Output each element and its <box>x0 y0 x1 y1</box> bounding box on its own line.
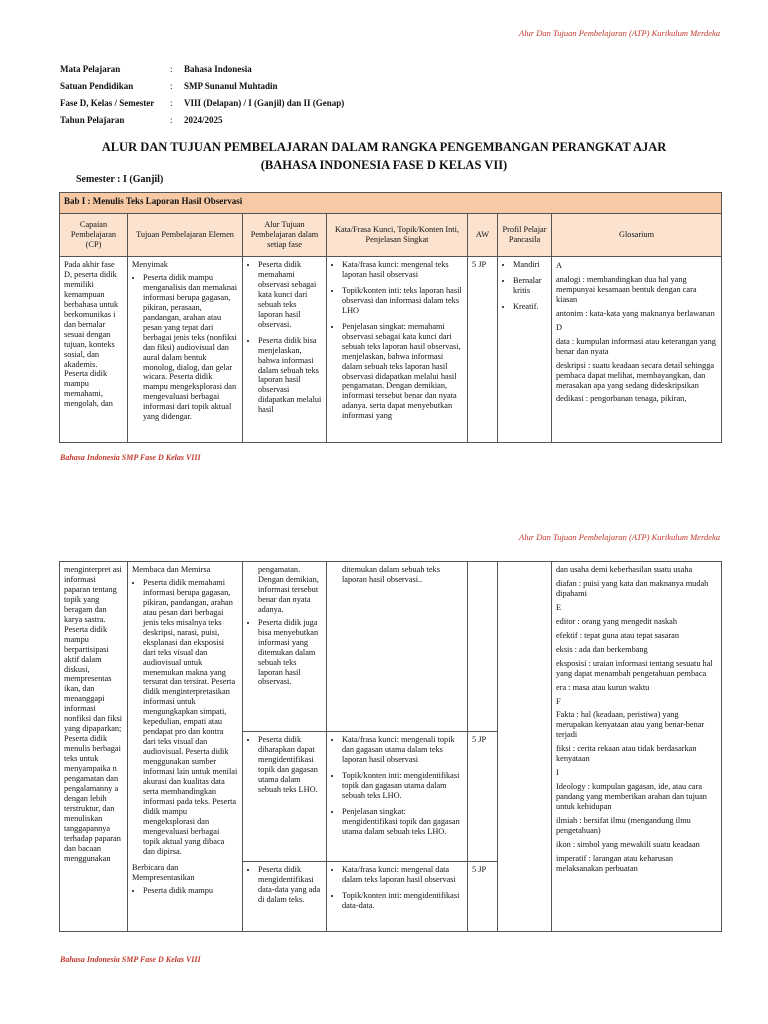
atp-list <box>247 735 322 795</box>
cp-cell: Pada akhir fase D, peserta didik memiliki kemampuan berbahasa untuk berkomunikas i dan bernalar sesuai dengan tujuan, konteks sosial, dan akademis. Peserta didik mampu memahami, mengolah, dan <box>60 257 128 443</box>
meta-row <box>60 60 344 77</box>
aw-cell <box>468 562 498 732</box>
column-header: Glosarium <box>552 214 722 257</box>
meta-row <box>60 94 344 111</box>
glossary-letter: E <box>556 602 562 612</box>
atp-table-page2 <box>59 561 722 932</box>
tp-element-title: Menyimak <box>132 260 168 269</box>
tp-element-title: Berbicara dan Mempresentasikan <box>132 862 195 882</box>
column-header: Alur Tujuan Pembelajaran dalam setiap fase <box>243 214 327 257</box>
list-item: • Peserta didik mengidentifikasi data-data yang ada di dalam teks. <box>258 865 322 905</box>
atp-list <box>247 618 322 688</box>
glossary-letter: A <box>556 261 562 270</box>
meta-row <box>60 77 344 94</box>
column-header: AW <box>468 214 498 257</box>
meta-label: Fase D, Kelas / Semester <box>60 97 155 108</box>
atp-list <box>247 260 322 415</box>
atp-cell <box>243 862 327 932</box>
profile-cell <box>498 562 552 932</box>
keyword-cell <box>327 562 468 732</box>
column-header: Tujuan Pembelajaran Elemen <box>128 214 243 257</box>
atp-continued-text: pengamatan. Dengan demikian, informasi tersebut benar dan nyata adanya. <box>258 565 319 614</box>
aw-cell: 5 JP <box>468 732 498 862</box>
glossary-cell <box>552 562 722 932</box>
list-item: • Kata/frasa kunci: mengenal data dalam teks laporan hasil observasi <box>342 865 463 885</box>
meta-colon: : <box>170 63 173 74</box>
glossary-entry: dan usaha demi keberhasilan suatu usaha <box>556 565 693 574</box>
list-item: • Mandiri <box>513 260 547 270</box>
glossary-entry: era : masa atau kurun waktu <box>556 682 650 692</box>
atp-table-page1 <box>59 192 722 443</box>
list-item: • Topik/konten inti: mengidentifikasi data-data. <box>342 891 463 911</box>
list-item: • Peserta didik memahami observasi sebagai kata kunci dari sebuah teks laporan hasil observasi. <box>258 260 322 330</box>
meta-colon: : <box>170 80 173 91</box>
table-header-row <box>60 214 722 257</box>
glossary-letter: F <box>556 696 561 706</box>
glossary-entry: data : kumpulan informasi atau keterangan yang benar dan nyata <box>556 336 716 356</box>
glossary-entry: Fakta : hal (keadaan, peristiwa) yang merupakan kenyataan atau yang benar-benar terjadi <box>556 710 705 740</box>
profile-cell <box>498 257 552 443</box>
list-item: • Peserta didik juga bisa menyebutkan informasi yang ditemukan dalam sebuah teks laporan hasil observasi. <box>258 618 322 688</box>
document-subtitle: (BAHASA INDONESIA FASE D KELAS VII) <box>260 158 508 172</box>
list-item: • Topik/konten inti: mengidentifikasi topik dan gagasan utama dalam sebuah teks LHO. <box>342 771 463 801</box>
glossary-entry: dedikasi : pengorbanan tenaga, pikiran, <box>556 394 687 404</box>
list-item: • Kata/frasa kunci: mengenal teks laporan hasil observasi <box>342 260 463 280</box>
table-row <box>60 562 722 732</box>
list-item: • Penjelasan singkat: mengidentifikasi topik dan gagasan utama dalam sebuah teks LHO. <box>342 807 463 837</box>
glossary-entry: eksis : ada dan berkembang <box>556 644 648 654</box>
aw-cell: 5 JP <box>468 257 498 443</box>
aw-cell: 5 JP <box>468 862 498 932</box>
keyword-list <box>331 260 463 421</box>
column-header: Capaian Pembelajaran (CP) <box>60 214 128 257</box>
meta-value: 2024/2025 <box>184 114 223 125</box>
meta-label: Mata Pelajaran <box>60 63 121 74</box>
list-item: • Topik/konten inti: teks laporan hasil observasi dan informasi dalam teks LHO <box>342 286 463 316</box>
page-header: Alur Dan Tujuan Pembelajaran (ATP) Kurikulum Merdeka <box>519 28 720 38</box>
glossary-entry: Ideology : kumpulan gagasan, ide, atau cara pandang yang memberikan arahan dan tujuan untuk kehidupan <box>556 782 707 812</box>
keyword-continued-text: ditemukan dalam sebuah teks laporan hasil observasi.. <box>342 565 440 584</box>
tp-list <box>132 578 238 857</box>
list-item: • Bernalar kritis <box>513 276 547 296</box>
meta-value: Bahasa Indonesia <box>184 63 252 74</box>
keyword-list <box>331 735 463 837</box>
glossary-entry: ikon : simbol yang mewakili suatu keadaan <box>556 839 700 849</box>
meta-colon: : <box>170 114 173 125</box>
glossary-entry: efektif : tepat guna atau tepat sasaran <box>556 630 680 640</box>
document-title: ALUR DAN TUJUAN PEMBELAJARAN DALAM RANGKA PENGEMBANGAN PERANGKAT AJAR <box>101 140 667 154</box>
tp-cell <box>128 562 243 932</box>
document-meta <box>60 60 344 128</box>
atp-cell <box>243 257 327 443</box>
glossary-letter: I <box>556 768 559 778</box>
keyword-cell <box>327 732 468 862</box>
glossary-entry: eksposisi : uraian informasi tentang sesuatu hal yang dapat menambah pengetahuan pembaca <box>556 658 713 678</box>
chapter-title: Bab I : Menulis Teks Laporan Hasil Observasi <box>60 193 722 214</box>
meta-value: SMP Sunanul Muhtadin <box>184 80 278 91</box>
tp-list <box>132 273 238 422</box>
atp-cell <box>243 562 327 732</box>
tp-list <box>132 886 238 896</box>
keyword-cell <box>327 257 468 443</box>
profile-list <box>502 260 547 312</box>
page-header: Alur Dan Tujuan Pembelajaran (ATP) Kurikulum Merdeka <box>519 532 720 542</box>
glossary-entry: diafan : puisi yang kata dan maknanya mudah dipahami <box>556 578 709 598</box>
list-item: • Peserta didik memahami informasi berupa gagasan, pikiran, pandangan, arahan atau pesan dari berbagai jenis teks misalnya teks deskripsi, narasi, puisi, eksplanasi dan eksposisi dari teks visual dan audiovisual untuk menemukan makna yang tersurat dan tersirat. Peserta didik menginterpretasikan informasi untuk mengungkapkan simpati, kepedulian, empati atau pendapat pro dan kontra dari teks visual dan audiovisual. Peserta didik menggunakan sumber informasi lain untuk menilai akurasi dan kualitas data serta membandingkan informasi pada teks. Peserta didik mampu mengeksplorasi dan mengevaluasi berbagai topik aktual yang dibaca dan dipirsa. <box>143 578 238 857</box>
glossary-entry: analogi : membandingkan dua hal yang mempunyai kesamaan bentuk dengan cara kiasan <box>556 274 697 304</box>
meta-value: VIII (Delapan) / I (Ganjil) dan II (Genap) <box>184 97 345 108</box>
glossary-letter: D <box>556 322 562 332</box>
glossary-entry: imperatif : larangan atau keharusan melaksanakan perbuatan <box>556 853 674 873</box>
glossary-entry: fiksi : cerita rekaan atau tidak berdasarkan kenyataan <box>556 744 697 764</box>
keyword-list <box>331 865 463 911</box>
column-header: Profil Pelajar Pancasila <box>498 214 552 257</box>
tp-cell <box>128 257 243 443</box>
list-item: • Peserta didik diharapkan dapat mengidentifikasi topik dan gagasan utama dalam sebuah teks LHO. <box>258 735 322 795</box>
cp-cell: menginterpret asi informasi paparan tentang topik yang beragam dan karya sastra. Peserta didik mampu berpartisipasi aktif dalam diskusi, mempresentas ikan, dan menanggapi informasi nonfiksi dan fiksi yang dipaparkan; Peserta didik menulis berbagai teks untuk menyampaika n pengamatan dan pengalamanny a dengan lebih terstruktur, dan menuliskan tanggapannya terhadap paparan dan bacaan menggunakan <box>60 562 128 932</box>
page-footer: Bahasa Indonesia SMP Fase D Kelas VIII <box>60 453 201 462</box>
atp-cell <box>243 732 327 862</box>
glossary-entry: editor : orang yang mengedit naskah <box>556 616 677 626</box>
glossary-entry: ilmiah : bersifat ilmu (mengandung ilmu pengetahuan) <box>556 816 691 836</box>
list-item: • Kreatif. <box>513 302 547 312</box>
list-item: • Penjelasan singkat: memahami observasi sebagai kata kunci dari sebuah teks laporan hasil observasi, menjelaskan, bahwa informasi dalam sebuah teks laporan hasil observasi didapatkan melalui hasil pengamatan. Dengan demikian, informasi tersebut benar dan nyata adanya. serta dapat menyebutkan informasi yang <box>342 322 463 422</box>
page-footer: Bahasa Indonesia SMP Fase D Kelas VIII <box>60 955 201 964</box>
tp-element-title: Membaca dan Memirsa <box>132 565 211 574</box>
list-item: • Kata/frasa kunci: mengenali topik dan gagasan utama dalam teks laporan hasil observasi <box>342 735 463 765</box>
meta-row <box>60 111 344 128</box>
meta-colon: : <box>170 97 173 108</box>
glossary-entry: antonim : kata-kata yang maknanya berlawanan <box>556 308 715 318</box>
glossary-cell <box>552 257 722 443</box>
list-item: • Peserta didik mampu <box>143 886 238 896</box>
semester-label: Semester : I (Ganjil) <box>76 174 164 185</box>
list-item: • Peserta didik mampu menganalisis dan memaknai informasi berupa gagasan, pikiran, perasaan, pandangan, arahan atau pesan yang tepat dari berbagai jenis teks (nonfiksi dan fiksi) audiovisual dan aural dalam bentuk monolog, dialog, dan gelar wicara. Peserta didik mampu mengeksplorasi dan mengevaluasi berbagai informasi dari topik aktual yang didengar. <box>143 273 238 422</box>
column-header: Kata/Frasa Kunci, Topik/Konten Inti, Penjelasan Singkat <box>327 214 468 257</box>
glossary-entry: deskripsi : suatu keadaan secara detail sehingga pembaca dapat melihat, membayangkan, dan merasakan apa yang sedang dideskripsikan <box>556 360 715 390</box>
table-row <box>60 257 722 443</box>
meta-label: Tahun Pelajaran <box>60 114 125 125</box>
list-item: • Peserta didik bisa menjelaskan, bahwa informasi dalam sebuah teks laporan hasil observasi didapatkan melalui hasil <box>258 336 322 416</box>
atp-list <box>247 865 322 905</box>
meta-label: Satuan Pendidikan <box>60 80 134 91</box>
keyword-cell <box>327 862 468 932</box>
